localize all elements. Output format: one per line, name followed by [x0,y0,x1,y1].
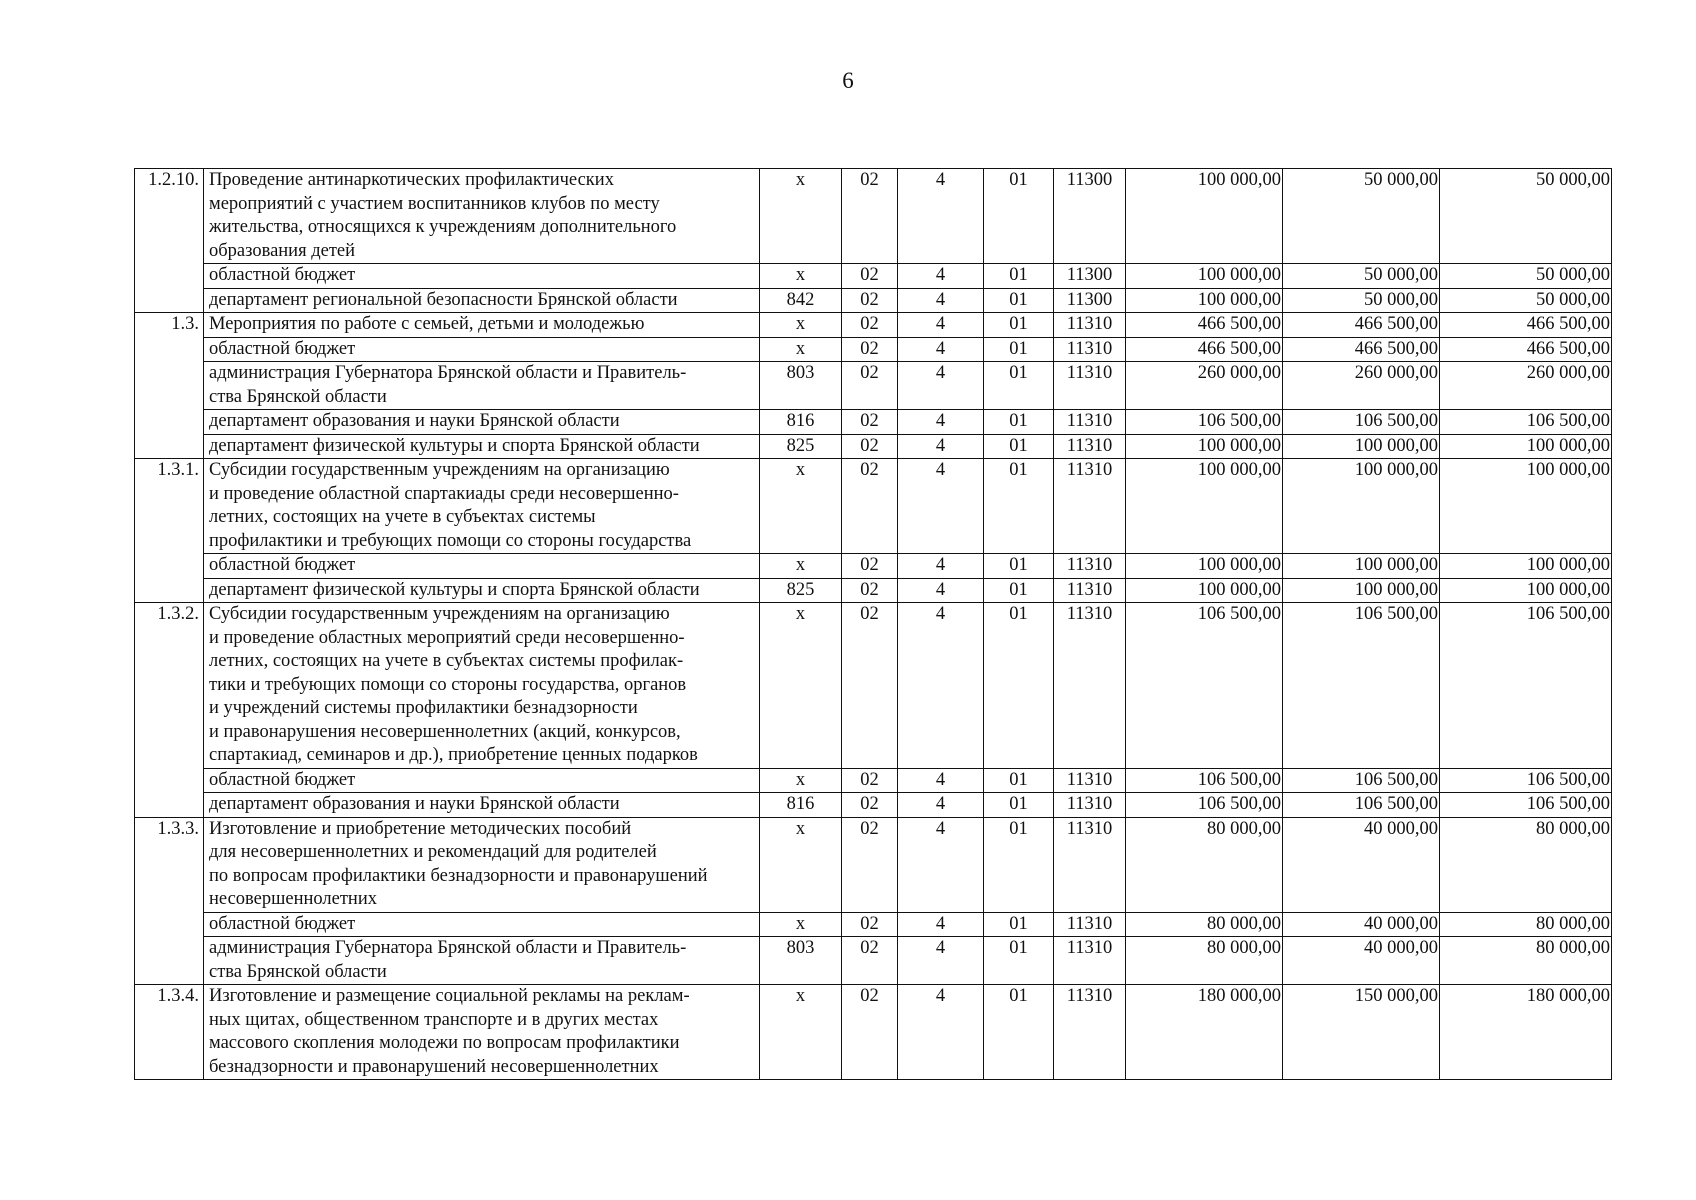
row-subsection-cell: 4 [898,288,984,313]
row-subsection-cell: 4 [898,459,984,554]
row-subsection-cell: 4 [898,554,984,579]
row-amount-total-cell: 100 000,00 [1126,554,1283,579]
row-subsection-cell: 4 [898,912,984,937]
row-grbs-cell: x [760,603,842,769]
row-amount-year2-cell: 100 000,00 [1440,578,1612,603]
row-direction-cell: 11310 [1054,817,1126,912]
row-name-cell: областной бюджет [204,554,760,579]
row-section-cell: 02 [842,410,898,435]
row-direction-cell: 11310 [1054,313,1126,338]
row-subsection-cell: 4 [898,169,984,264]
row-amount-year2-cell: 466 500,00 [1440,337,1612,362]
row-grbs-cell: 842 [760,288,842,313]
row-grbs-cell: x [760,313,842,338]
budget-table [134,168,1612,1080]
row-amount-year1-cell: 466 500,00 [1283,337,1440,362]
row-program-cell: 01 [984,288,1054,313]
table-row [135,554,1612,579]
row-amount-total-cell: 100 000,00 [1126,578,1283,603]
row-grbs-cell: 803 [760,362,842,410]
table-row [135,793,1612,818]
row-direction-cell: 11310 [1054,578,1126,603]
row-grbs-cell: x [760,912,842,937]
row-amount-year1-cell: 40 000,00 [1283,817,1440,912]
row-amount-total-cell: 100 000,00 [1126,434,1283,459]
row-amount-year2-cell: 100 000,00 [1440,459,1612,554]
row-grbs-cell: 816 [760,793,842,818]
row-direction-cell: 11300 [1054,169,1126,264]
row-grbs-cell: x [760,169,842,264]
row-code-cell: 1.3.3. [135,817,204,985]
row-subsection-cell: 4 [898,410,984,435]
row-amount-year2-cell: 466 500,00 [1440,313,1612,338]
row-amount-total-cell: 180 000,00 [1126,985,1283,1080]
row-name-cell: департамент физической культуры и спорта Брянской области [204,434,760,459]
table-row [135,169,1612,264]
row-subsection-cell: 4 [898,362,984,410]
row-section-cell: 02 [842,578,898,603]
row-grbs-cell: x [760,985,842,1080]
row-program-cell: 01 [984,793,1054,818]
row-amount-year2-cell: 50 000,00 [1440,264,1612,289]
row-amount-total-cell: 80 000,00 [1126,817,1283,912]
row-direction-cell: 11310 [1054,337,1126,362]
row-amount-year1-cell: 106 500,00 [1283,768,1440,793]
row-subsection-cell: 4 [898,578,984,603]
row-program-cell: 01 [984,578,1054,603]
row-subsection-cell: 4 [898,985,984,1080]
row-section-cell: 02 [842,937,898,985]
row-subsection-cell: 4 [898,337,984,362]
row-amount-total-cell: 260 000,00 [1126,362,1283,410]
table-row [135,410,1612,435]
row-amount-total-cell: 100 000,00 [1126,288,1283,313]
row-subsection-cell: 4 [898,603,984,769]
row-direction-cell: 11310 [1054,410,1126,435]
table-row [135,603,1612,769]
row-section-cell: 02 [842,817,898,912]
row-program-cell: 01 [984,554,1054,579]
row-amount-year2-cell: 106 500,00 [1440,768,1612,793]
row-program-cell: 01 [984,410,1054,435]
row-name-cell: Мероприятия по работе с семьей, детьми и молодежью [204,313,760,338]
row-section-cell: 02 [842,603,898,769]
row-amount-year1-cell: 106 500,00 [1283,410,1440,435]
row-grbs-cell: x [760,768,842,793]
row-amount-year2-cell: 100 000,00 [1440,554,1612,579]
row-direction-cell: 11310 [1054,362,1126,410]
row-amount-year2-cell: 80 000,00 [1440,817,1612,912]
row-name-cell: Изготовление и размещение социальной рекламы на реклам- ных щитах, общественном транспорте и в других местах массового скопления молодежи по вопросам профилактики безнадзорности и правонарушений несовершеннолетних [204,985,760,1080]
row-program-cell: 01 [984,937,1054,985]
row-program-cell: 01 [984,337,1054,362]
row-grbs-cell: 825 [760,434,842,459]
row-program-cell: 01 [984,768,1054,793]
row-amount-year2-cell: 106 500,00 [1440,793,1612,818]
row-program-cell: 01 [984,362,1054,410]
row-amount-total-cell: 80 000,00 [1126,912,1283,937]
row-code-cell: 1.3.1. [135,459,204,603]
row-amount-total-cell: 100 000,00 [1126,169,1283,264]
row-amount-year1-cell: 150 000,00 [1283,985,1440,1080]
row-section-cell: 02 [842,985,898,1080]
row-program-cell: 01 [984,313,1054,338]
table-row [135,264,1612,289]
table-row [135,434,1612,459]
row-grbs-cell: x [760,554,842,579]
row-amount-total-cell: 80 000,00 [1126,937,1283,985]
row-name-cell: областной бюджет [204,264,760,289]
row-amount-year2-cell: 180 000,00 [1440,985,1612,1080]
row-direction-cell: 11310 [1054,793,1126,818]
table-row [135,768,1612,793]
row-name-cell: департамент региональной безопасности Брянской области [204,288,760,313]
row-section-cell: 02 [842,169,898,264]
row-grbs-cell: 816 [760,410,842,435]
row-name-cell: Субсидии государственным учреждениям на организацию и проведение областной спартакиады среди несовершенно- летних, состоящих на учете в субъектах системы профилактики и требующих помощи со стороны государства [204,459,760,554]
row-code-cell: 1.2.10. [135,169,204,313]
row-name-cell: администрация Губернатора Брянской области и Правитель- ства Брянской области [204,362,760,410]
row-subsection-cell: 4 [898,264,984,289]
row-subsection-cell: 4 [898,313,984,338]
table-row [135,288,1612,313]
table-body [135,169,1612,1080]
table-row [135,337,1612,362]
row-grbs-cell: x [760,337,842,362]
row-name-cell: департамент образования и науки Брянской области [204,410,760,435]
table-row [135,817,1612,912]
row-subsection-cell: 4 [898,937,984,985]
table-row [135,362,1612,410]
row-amount-year2-cell: 100 000,00 [1440,434,1612,459]
row-program-cell: 01 [984,985,1054,1080]
row-direction-cell: 11310 [1054,459,1126,554]
table-row [135,937,1612,985]
row-amount-total-cell: 466 500,00 [1126,337,1283,362]
row-section-cell: 02 [842,337,898,362]
row-amount-total-cell: 106 500,00 [1126,603,1283,769]
row-name-cell: областной бюджет [204,337,760,362]
row-section-cell: 02 [842,264,898,289]
row-subsection-cell: 4 [898,768,984,793]
row-amount-year2-cell: 106 500,00 [1440,410,1612,435]
row-name-cell: департамент физической культуры и спорта Брянской области [204,578,760,603]
row-amount-total-cell: 106 500,00 [1126,768,1283,793]
row-amount-year1-cell: 50 000,00 [1283,288,1440,313]
row-section-cell: 02 [842,912,898,937]
row-program-cell: 01 [984,817,1054,912]
row-amount-year1-cell: 50 000,00 [1283,169,1440,264]
row-section-cell: 02 [842,793,898,818]
row-code-cell: 1.3.2. [135,603,204,818]
row-section-cell: 02 [842,459,898,554]
row-grbs-cell: 803 [760,937,842,985]
row-direction-cell: 11310 [1054,912,1126,937]
row-direction-cell: 11310 [1054,985,1126,1080]
row-program-cell: 01 [984,434,1054,459]
row-section-cell: 02 [842,434,898,459]
row-direction-cell: 11310 [1054,937,1126,985]
row-direction-cell: 11310 [1054,603,1126,769]
row-subsection-cell: 4 [898,434,984,459]
row-name-cell: администрация Губернатора Брянской области и Правитель- ства Брянской области [204,937,760,985]
row-amount-year2-cell: 80 000,00 [1440,912,1612,937]
row-amount-year1-cell: 106 500,00 [1283,603,1440,769]
table-row [135,985,1612,1080]
row-section-cell: 02 [842,313,898,338]
row-amount-year1-cell: 40 000,00 [1283,937,1440,985]
row-amount-year2-cell: 260 000,00 [1440,362,1612,410]
row-amount-year1-cell: 40 000,00 [1283,912,1440,937]
row-direction-cell: 11310 [1054,554,1126,579]
row-code-cell: 1.3.4. [135,985,204,1080]
table-row [135,912,1612,937]
row-section-cell: 02 [842,768,898,793]
row-name-cell: департамент образования и науки Брянской области [204,793,760,818]
row-direction-cell: 11300 [1054,264,1126,289]
row-name-cell: Субсидии государственным учреждениям на организацию и проведение областных мероприятий среди несовершенно- летних, состоящих на учете в субъектах системы профилак- тики и требующих помощи со стороны государства, органов и учреждений системы профилактики безнадзорности и правонарушения несовершеннолетних (акций, конкурсов, спартакиад, семинаров и др.), приобретение ценных подарков [204,603,760,769]
row-amount-year1-cell: 100 000,00 [1283,459,1440,554]
row-direction-cell: 11310 [1054,768,1126,793]
row-subsection-cell: 4 [898,817,984,912]
row-program-cell: 01 [984,603,1054,769]
row-amount-total-cell: 100 000,00 [1126,264,1283,289]
row-name-cell: областной бюджет [204,768,760,793]
row-amount-year1-cell: 50 000,00 [1283,264,1440,289]
row-section-cell: 02 [842,288,898,313]
row-grbs-cell: 825 [760,578,842,603]
row-amount-total-cell: 466 500,00 [1126,313,1283,338]
row-section-cell: 02 [842,362,898,410]
row-amount-total-cell: 100 000,00 [1126,459,1283,554]
row-program-cell: 01 [984,459,1054,554]
table-row [135,578,1612,603]
row-direction-cell: 11310 [1054,434,1126,459]
row-amount-year1-cell: 100 000,00 [1283,554,1440,579]
row-amount-year1-cell: 100 000,00 [1283,434,1440,459]
row-direction-cell: 11300 [1054,288,1126,313]
table-row [135,313,1612,338]
row-amount-year1-cell: 106 500,00 [1283,793,1440,818]
row-amount-year1-cell: 260 000,00 [1283,362,1440,410]
row-section-cell: 02 [842,554,898,579]
row-grbs-cell: x [760,817,842,912]
row-amount-year2-cell: 50 000,00 [1440,288,1612,313]
row-amount-year1-cell: 466 500,00 [1283,313,1440,338]
row-grbs-cell: x [760,264,842,289]
row-program-cell: 01 [984,912,1054,937]
row-program-cell: 01 [984,169,1054,264]
row-code-cell: 1.3. [135,313,204,459]
row-grbs-cell: x [760,459,842,554]
row-name-cell: Изготовление и приобретение методических пособий для несовершеннолетних и рекомендаций для родителей по вопросам профилактики безнадзорности и правонарушений несовершеннолетних [204,817,760,912]
row-amount-year2-cell: 106 500,00 [1440,603,1612,769]
row-amount-year2-cell: 80 000,00 [1440,937,1612,985]
row-name-cell: Проведение антинаркотических профилактических мероприятий с участием воспитанников клубов по месту жительства, относящихся к учреждениям дополнительного образования детей [204,169,760,264]
row-amount-year1-cell: 100 000,00 [1283,578,1440,603]
table-row [135,459,1612,554]
row-amount-total-cell: 106 500,00 [1126,793,1283,818]
row-amount-total-cell: 106 500,00 [1126,410,1283,435]
page-number: 6 [842,68,854,93]
row-name-cell: областной бюджет [204,912,760,937]
row-amount-year2-cell: 50 000,00 [1440,169,1612,264]
row-program-cell: 01 [984,264,1054,289]
row-subsection-cell: 4 [898,793,984,818]
